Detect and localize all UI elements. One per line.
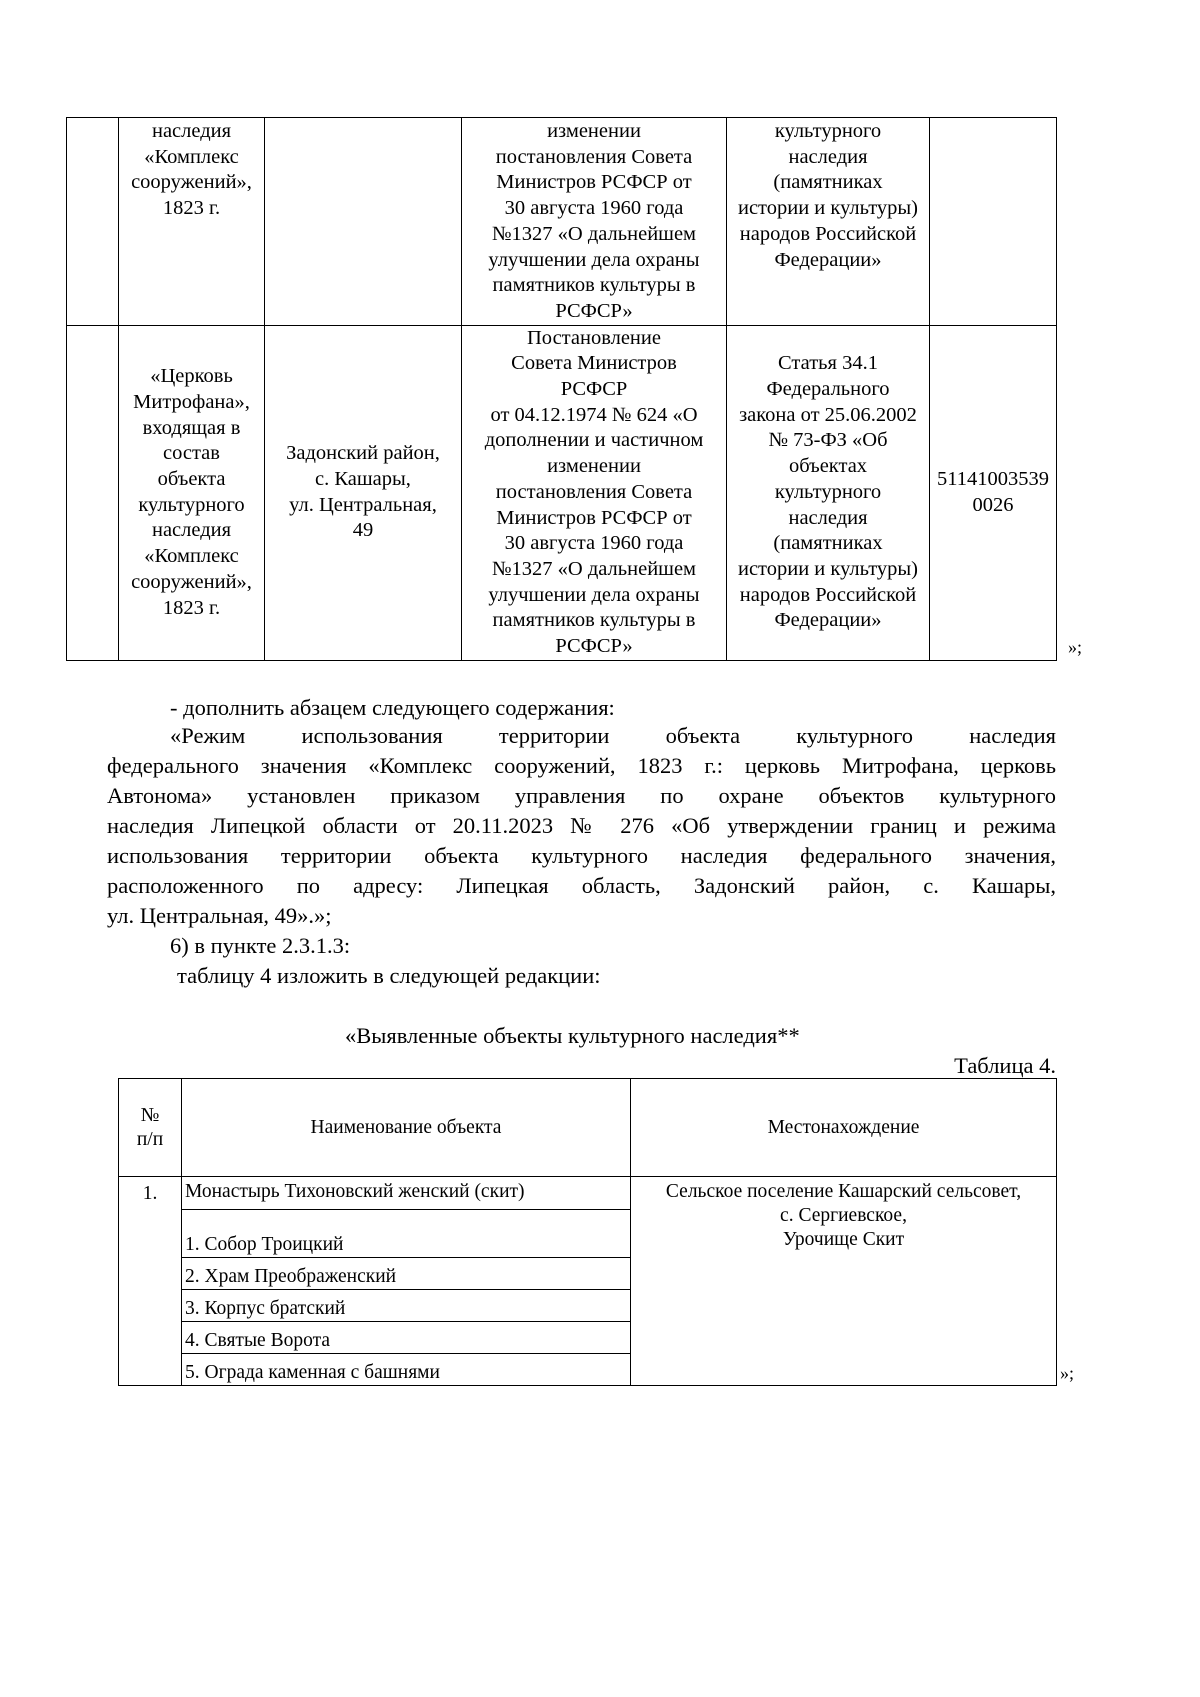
closing-quote: »;: [1060, 1363, 1075, 1383]
closing-quote: »;: [1068, 637, 1083, 657]
cell-item: Монастырь Тихоновский женский (скит): [182, 1177, 631, 1210]
cell-law: культурного наследия (памятниках истории и культуры) народов Российской Федерации»: [727, 118, 930, 326]
text-line: «Режим использования территории объекта культурного наследия: [170, 723, 1056, 748]
table-row: [67, 325, 1057, 660]
cell-location: Сельское поселение Кашарский сельсовет, с. Сергиевское, Урочище Скит: [631, 1177, 1057, 1386]
table-caption: Таблица 4.: [954, 1053, 1056, 1078]
table-header-row: [119, 1079, 1057, 1177]
identified-objects-table: [118, 1078, 1057, 1386]
cell-name: наследия «Комплекс сооружений», 1823 г.: [119, 118, 265, 326]
header-name: Наименование объекта: [182, 1079, 631, 1177]
cell-act: изменении постановления Совета Министров РСФСР от 30 августа 1960 года №1327 «О дальнейшем улучшении дела охраны памятников культуры в РСФСР»: [462, 118, 727, 326]
text-line: наследия Липецкой области от 20.11.2023 № 276 «Об утверждении границ и режима: [107, 813, 1056, 838]
cell-address: [265, 118, 462, 326]
table-row: [119, 1177, 1057, 1210]
header-num: № п/п: [119, 1079, 182, 1177]
paragraph-table-4: таблицу 4 изложить в следующей редакции:: [177, 963, 601, 988]
text-line: расположенного по адресу: Липецкая область, Задонский район, с. Кашары,: [107, 873, 1056, 898]
cell-address: Задонский район, с. Кашары, ул. Центральная, 49: [265, 325, 462, 660]
text-line: использования территории объекта культурного наследия федерального значения,: [107, 843, 1056, 868]
cell-item: 2. Храм Преображенский: [182, 1258, 631, 1290]
text-line: ул. Центральная, 49».»;: [107, 903, 332, 928]
cell-item: 4. Святые Ворота: [182, 1322, 631, 1354]
cell-item: 3. Корпус братский: [182, 1290, 631, 1322]
cell-law: Статья 34.1 Федерального закона от 25.06.2002 № 73-ФЗ «Об объектах культурного наследия (памятниках истории и культуры) народов Российской Федерации»: [727, 325, 930, 660]
cell-num: [67, 118, 119, 326]
paragraph-item-6: 6) в пункте 2.3.1.3:: [170, 933, 351, 958]
cell-num: 1.: [119, 1177, 182, 1386]
cell-num: [67, 325, 119, 660]
cell-reg: 51141003539 0026: [930, 325, 1057, 660]
table-row: [67, 118, 1057, 326]
cell-act: Постановление Совета Министров РСФСР от 04.12.1974 № 624 «О дополнении и частичном изменении постановления Совета Министров РСФСР от 30 августа 1960 года №1327 «О дальнейшем улучшении дела охраны памятников культуры в РСФСР»: [462, 325, 727, 660]
paragraph-supplement: - дополнить абзацем следующего содержания:: [170, 695, 615, 720]
text-line: Автонома» установлен приказом управления по охране объектов культурного: [107, 783, 1056, 808]
table-title: «Выявленные объекты культурного наследия**: [345, 1023, 800, 1048]
cell-item: 5. Ограда каменная с башнями: [182, 1354, 631, 1386]
header-location: Местонахождение: [631, 1079, 1057, 1177]
paragraph-regime: [107, 721, 1056, 931]
cell-item: 1. Собор Троицкий: [182, 1210, 631, 1258]
monuments-table-continued: [66, 117, 1057, 661]
cell-name: «Церковь Митрофана», входящая в состав объекта культурного наследия «Комплекс сооружений», 1823 г.: [119, 325, 265, 660]
cell-reg: [930, 118, 1057, 326]
text-line: федерального значения «Комплекс сооружений, 1823 г.: церковь Митрофана, церковь: [107, 753, 1056, 778]
